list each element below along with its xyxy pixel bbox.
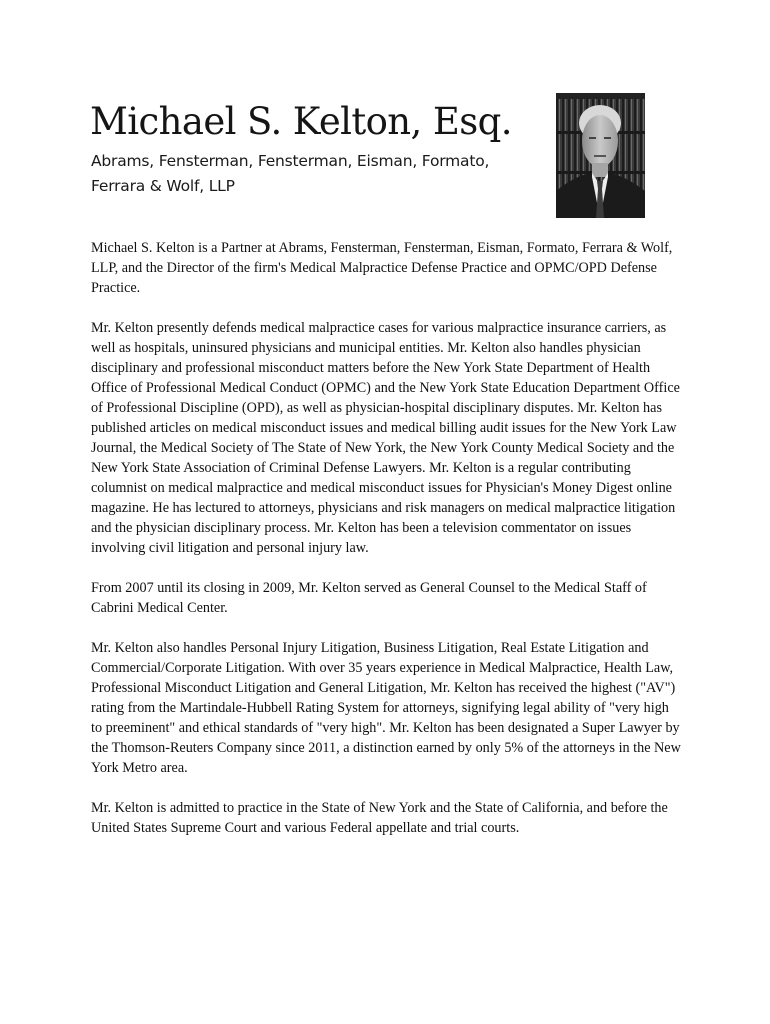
bio-paragraph-2: Mr. Kelton presently defends medical malpractice cases for various malpractice insurance carriers, as well as hospitals, uninsured physicians and municipal entities. Mr. Kelton also handles physician disciplinary and professional misconduct matters before the New York State Department of Health Office of Professional Medical Conduct (OPMC) and the New York State Education Department Office of Professional Discipline (OPD), as well as physician-hospital disciplinary disputes. Mr. Kelton has published articles on medical misconduct issues and medical billing audit issues for the New York Law Journal, the Medical Society of The State of New York, the New York County Medical Society and the New York State Association of Criminal Defense Lawyers. Mr. Kelton is a regular contributing columnist on medical malpractice and medical misconduct issues for Physician's Money Digest online magazine. He has lectured to attorneys, physicians and risk managers on medical malpractice litigation and the physician disciplinary process. Mr. Kelton has been a television commentator on issues involving civil litigation and personal injury law. <box>91 320 680 556</box>
portrait-photo <box>556 93 645 218</box>
biography-text <box>91 238 681 858</box>
page-title: Michael S. Kelton, Esq. <box>90 100 512 143</box>
bio-paragraph-3: From 2007 until its closing in 2009, Mr. Kelton served as General Counsel to the Medical Staff of Cabrini Medical Center. <box>91 580 647 616</box>
bio-paragraph-5: Mr. Kelton is admitted to practice in the State of New York and the State of California, and before the United States Supreme Court and various Federal appellate and trial courts. <box>91 800 668 836</box>
firm-name: Abrams, Fensterman, Fensterman, Eisman, Formato, Ferrara & Wolf, LLP <box>91 152 490 195</box>
bio-paragraph-1: Michael S. Kelton is a Partner at Abrams, Fensterman, Fensterman, Eisman, Formato, Ferrara & Wolf, LLP, and the Director of the firm's Medical Malpractice Defense Practice and OPMC/OPD Defense Practice. <box>91 240 673 296</box>
bio-paragraph-4: Mr. Kelton also handles Personal Injury Litigation, Business Litigation, Real Estate Litigation and Commercial/Corporate Litigation. With over 35 years experience in Medical Malpractice, Health Law, Professional Misconduct Litigation and General Litigation, Mr. Kelton has received the highest ("AV") rating from the Martindale-Hubbell Rating System for attorneys, signifying legal ability of "very high to preeminent" and ethical standards of "very high". Mr. Kelton has been designated a Super Lawyer by the Thomson-Reuters Company since 2011, a distinction earned by only 5% of the attorneys in the New York Metro area. <box>91 640 681 776</box>
